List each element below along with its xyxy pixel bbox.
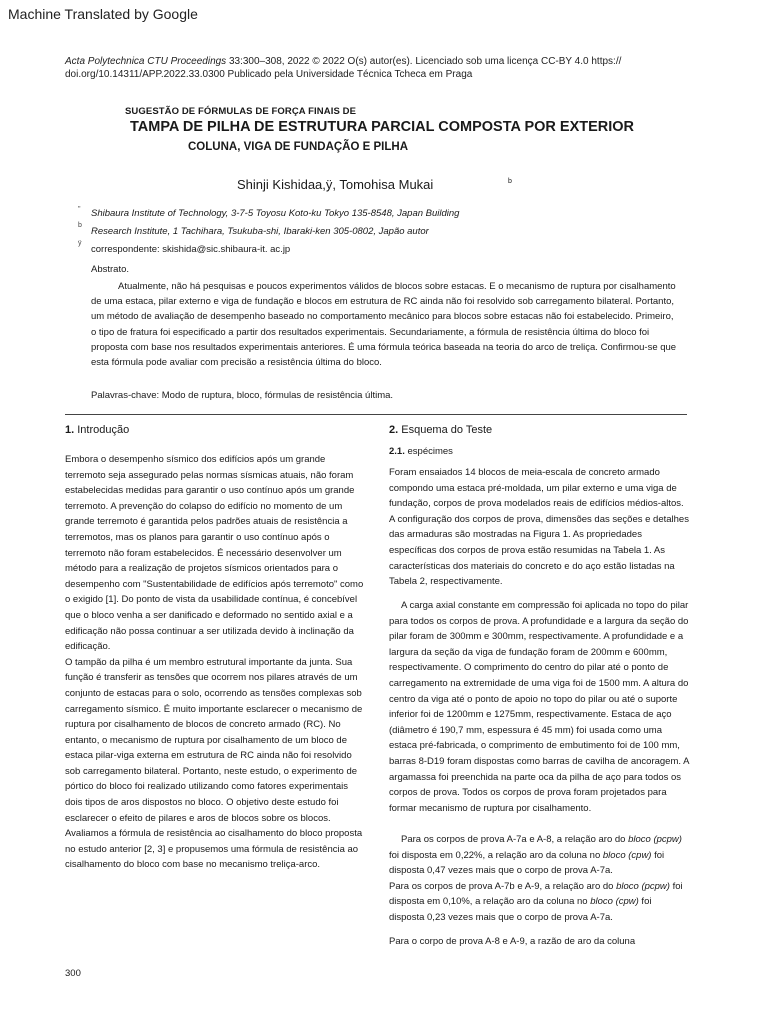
section-heading-introduction	[65, 424, 129, 436]
text-run-italic: bloco (pcpw)	[616, 880, 670, 892]
affiliation-mark-b: b	[78, 222, 82, 229]
test-paragraph: A carga axial constante em compressão foi aplicada no topo do pilar para todos os corpos de prova. A profundidade e a largura da seção do pilar foram de 300mm e 300mm, respectivamente. A profundidade e a largura da seção da viga de fundação foram de 200mm e 600mm, respectivamente. O comprimento do centro do pilar até o ponto de carregamento na extremidade de uma viga foi de 1500 mm. A altura do centro da viga até o ponto de apoio no topo do pilar ou até o suporte inferior foi de 1200mm e 1275mm, respectivamente. Estaca de aço (diâmetro é 190,7 mm, espessura é 45 mm) foi usada como uma estaca pré-fabricada, o comprimento de embutimento foi de 100 mm, barras 8-D19 foram dispostas como barras de cavilha de ancoragem. A argamassa foi preenchida na parte oca da pilha de aço para todos os corpos de prova. Todos os corpos de prova foram projetados para formar mecanismo de ruptura por cisalhamento.	[389, 600, 689, 814]
specimens-paragraph-1-block	[389, 465, 689, 590]
specimens-paragraph-2-block	[389, 598, 689, 816]
subsection-number: 2.1.	[389, 446, 405, 457]
title-line-1: SUGESTÃO DE FÓRMULAS DE FORÇA FINAIS DE	[125, 106, 357, 117]
abstract-body	[91, 279, 681, 370]
text-run: foi disposta em 0,22%, a relação aro da coluna no	[389, 849, 603, 861]
specimens-paragraph-5-block	[389, 934, 689, 950]
text-run: foi disposta 0,23 vezes mais que o corpo de prova A-7a.	[389, 896, 652, 923]
test-paragraph	[389, 879, 689, 926]
test-paragraph	[389, 832, 689, 879]
corresponding-author: correspondente: skishida@sic.shibaura-it. ac.jp	[91, 244, 291, 255]
journal-citation: 33:300–308, 2022 © 2022 O(s) autor(es). Licenciado sob uma licença CC-BY 4.0 https://	[226, 56, 622, 67]
section-divider	[65, 414, 687, 415]
section-title: Esquema do Teste	[398, 424, 493, 436]
text-run: foi disposta 0,47 vezes mais que o corpo de prova A-7a.	[389, 849, 665, 877]
section-number: 1.	[65, 424, 75, 436]
subsection-title: espécimes	[404, 446, 453, 457]
title-line-3: COLUNA, VIGA DE FUNDAÇÃO E PILHA	[188, 141, 408, 153]
abstract-label: Abstrato.	[91, 264, 130, 275]
test-paragraph: Para o corpo de prova A-8 e A-9, a razão de aro da coluna	[389, 936, 636, 947]
journal-doi: doi.org/10.14311/APP.2022.33.0300 Publicado pela Universidade Técnica Tcheca em Praga	[65, 69, 473, 80]
affiliation-b: Research Institute, 1 Tachihara, Tsukuba-shi, Ibaraki-ken 305-0802, Japão autor	[91, 226, 429, 237]
intro-paragraph: O tampão da pilha é um membro estrutural importante da junta. Sua função é transferir as tensões que ocorrem nos pilares através de um conjunto de estacas para o solo, ocorrendo as tensões complexas sob carregamento sísmico. É muito importante esclarecer o mecanismo de ruptura por cisalhamento de blocos de concreto armado (RC). No entanto, o mecanismo de ruptura por cisalhamento de um bloco de estaca pilar-viga externa em estrutura de RC ainda não foi resolvido sob carregamento bilateral. Portanto, neste estudo, o experimento de pórtico do bloco foi realizado utilizando como fatores experimentais dois tipos de aros dispostos no bloco. O objetivo deste estudo foi esclarecer o efeito de pilares e aros de blocos sobre os blocos. Avaliamos a fórmula de resistência ao cisalhamento do bloco proposta no estudo anterior [2, 3] e propusemos uma fórmula de resistência ao cisalhamento do bloco com base no mecanismo treliça-arco.	[65, 656, 363, 871]
text-run: foi disposta em 0,10%, a relação aro da coluna no	[389, 880, 683, 908]
section-heading-test-scheme	[389, 424, 492, 436]
affiliation-mark-corresponding: ÿ	[78, 240, 82, 247]
affiliation-mark-a: "	[78, 206, 81, 213]
journal-name: Acta Polytechnica CTU Proceedings	[65, 56, 227, 67]
section-number: 2.	[389, 424, 399, 436]
text-run: Para os corpos de prova A-7b e A-9, a relação aro do	[389, 880, 617, 892]
section-title: Introdução	[74, 424, 130, 436]
affiliation-a: Shibaura Institute of Technology, 3-7-5 Toyosu Koto-ku Tokyo 135-8548, Japan Building	[91, 208, 460, 219]
journal-header	[65, 55, 705, 81]
text-run-italic: bloco (cpw)	[590, 896, 639, 908]
text-run-italic: bloco (pcpw)	[628, 834, 682, 845]
author-superscript: b	[508, 178, 512, 185]
introduction-column	[65, 452, 365, 873]
translation-banner: Machine Translated by Google	[8, 6, 198, 22]
author-list: Shinji Kishidaa,ÿ, Tomohisa Mukai	[237, 177, 434, 192]
paper-title: TAMPA DE PILHA DE ESTRUTURA PARCIAL COMPOSTA POR EXTERIOR	[130, 119, 635, 135]
intro-paragraph: Embora o desempenho sísmico dos edifícios após um grande terremoto seja assegurado pelas normas sísmicas atuais, não foram estabelecidas medidas para garantir o uso contínuo após um grande terremoto. A prevenção do colapso do edifício no momento de um grande terremoto é garantida pelos padrões atuais de resistência a terremotos, mas os planos para garantir o uso contínuo após o terremoto não foram estabelecidos. É necessário desenvolver um método para a realização de projetos sísmicos orientados para o desempenho com "Sustentabilidade de edifícios após terremoto" como o exigido [1]. Do ponto de vista da usabilidade contínua, é concebível que o bloco venha a ser danificado e deformado no sentido axial e a edificação não possa continuar a ser utilizada devido à inclinação da edificação.	[65, 454, 364, 653]
text-run-italic: bloco (cpw)	[602, 849, 652, 861]
keywords: Palavras-chave: Modo de ruptura, bloco, fórmulas de resistência última.	[91, 390, 394, 401]
abstract-text: Atualmente, não há pesquisas e poucos experimentos válidos de blocos sobre estacas. E o mecanismo de ruptura por cisalhamento de uma estaca, pilar externo e viga de fundação e blocos em estrutura de RC ainda não foi resolvido sob carregamento bilateral. Portanto, um método de avaliação de desempenho baseado no comportamento mecânico para blocos sobre estacas não foi estabelecido. Primeiro, o tipo de fratura foi especificado a partir dos resultados experimentais. Secundariamente, a fórmula de resistência última do bloco foi proposta com base nos resultados experimentais anteriores. É uma fórmula teórica baseada na teoria do arco de treliça. Confirmou-se que esta fórmula pode avaliar com precisão a resistência última do bloco.	[91, 281, 677, 369]
text-run: Para os corpos de prova A-7a e A-8, a relação aro do	[401, 834, 629, 845]
specimens-paragraph-3-block	[389, 832, 689, 926]
subsection-heading-specimens	[389, 446, 453, 457]
page-number: 300	[65, 968, 81, 979]
test-paragraph: Foram ensaiados 14 blocos de meia-escala de concreto armado compondo uma estaca pré-moldada, um pilar externo e uma viga de fundação, corpos de prova modelados reais de edifícios médios-altos. A configuração dos corpos de prova, dimensões das seções e detalhes das armaduras são mostradas na Figura 1. As propriedades específicas dos corpos de prova estão resumidas na Tabela 1. As características dos materiais do concreto e do aço estão listadas na Tabela 2, respectivamente.	[389, 467, 689, 588]
